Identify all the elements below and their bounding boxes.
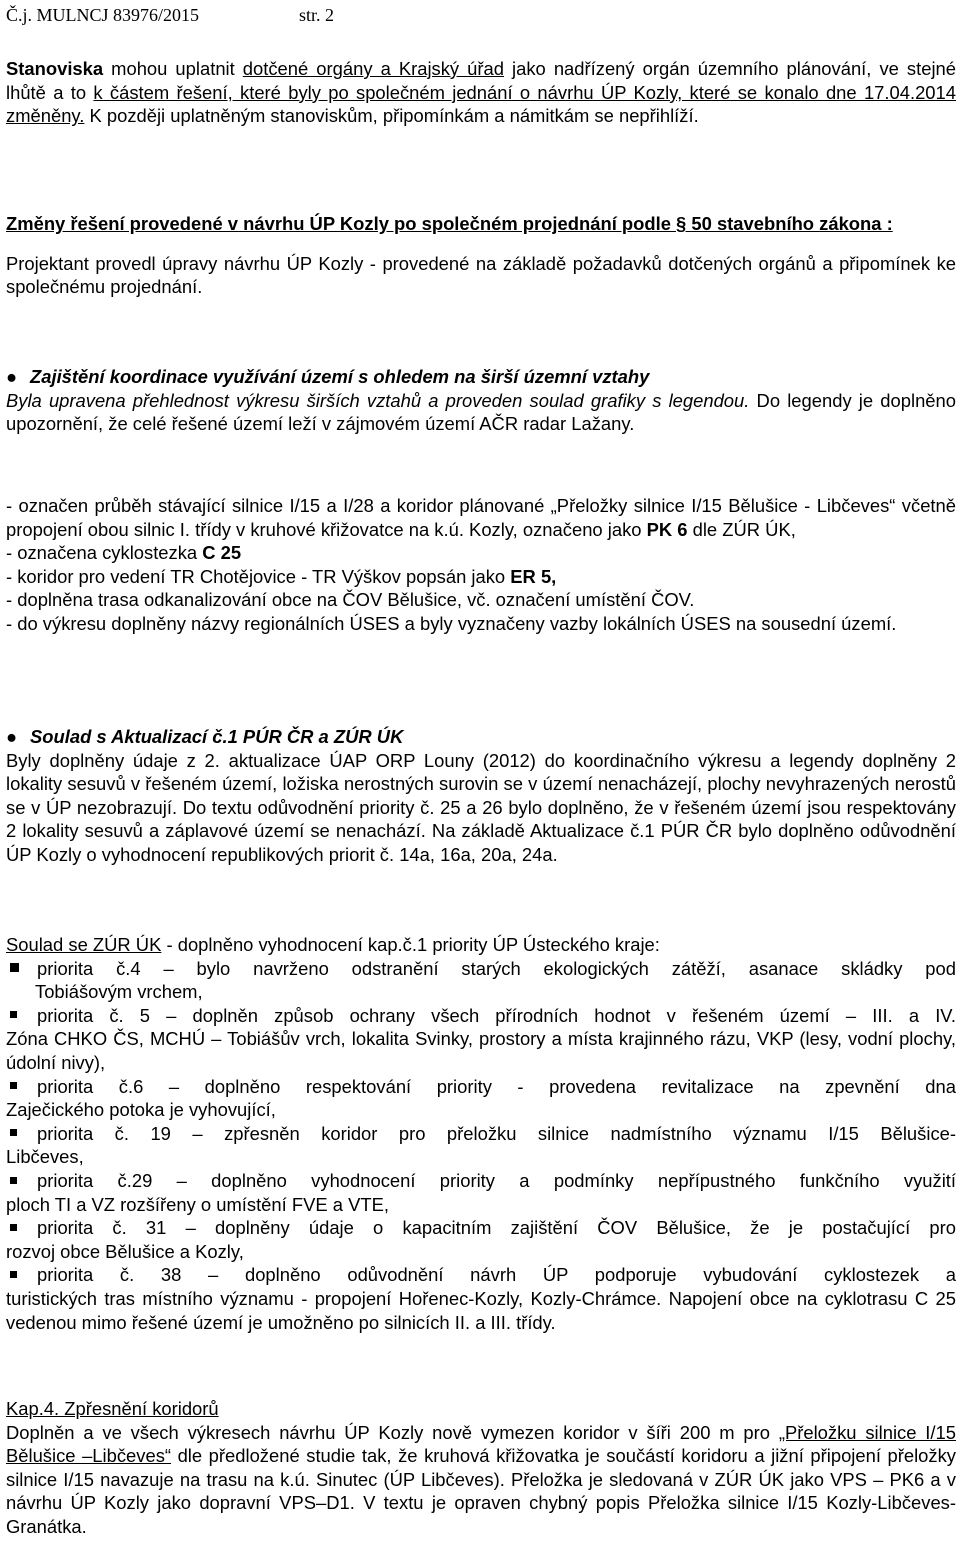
kap4-section: Kap.4. Zpřesnění koridorů Doplněn a ve všech výkresech návrhu ÚP Kozly nově vymezen koridor v šíři 200 m pro „Přeložku silnice I/15 Bělušice –Libčeves“ dle předložené studie tak, že kruhová křižovatka je součástí koridoru a jižní připojení přeložky silnice I/15 navazuje na trasu na k.ú. Sinutec (ÚP Libčeves). Přeložka je sledovaná v ZÚR ÚK jako VPS – PK6 a v návrhu ÚP Kozly jako dopravní VPS–D1. V textu je opraven chybný popis Přeložka silnice I/15 Kozly-Libčeves-Granátka.: [6, 1398, 956, 1537]
intro-paragraph: Stanoviska mohou uplatnit dotčené orgány a Krajský úřad jako nadřízený orgán územního plánování, ve stejné lhůtě a to k částem řešení, které byly po společném jednání o návrhu ÚP Kozly, které se konalo dne 17.04.2014 změněny. K později uplatněným stanoviskům, připomínkám a námitkám se nepřihlíží.: [6, 58, 956, 127]
items-list: [6, 494, 956, 636]
priority-item: [6, 1122, 956, 1169]
priority-item: [6, 957, 956, 1004]
square-bullet-icon: [10, 1177, 17, 1184]
priority-item: [6, 1216, 956, 1263]
priority-continuation: turistických tras místního významu - propojení Hořenec-Kozly, Kozly-Chrámce. Napojení obce na cyklotrasu C 25 vedenou mimo řešené území je umožněno po silnicích II. a III. třídy.: [6, 1287, 956, 1333]
priority-continuation: rozvoj obce Bělušice a Kozly,: [6, 1240, 244, 1262]
priority-text: priorita č. 31 – doplněny údaje o kapacitním zajištění ČOV Bělušice, že je postačující pro: [37, 1217, 956, 1239]
priority-text: priorita č.29 – doplněno vyhodnocení priority a podmínky nepřípustného funkčního využití: [37, 1169, 956, 1191]
priority-continuation: Libčeves,: [6, 1146, 84, 1168]
priority-text: priorita č. 5 – doplněn způsob ochrany všech přírodních hodnot v řešeném území – III. a IV.: [37, 1004, 956, 1026]
coordination-section: ● Zajištění koordinace využívání území s ohledem na širší územní vztahy Byla upravena přehlednost výkresu širších vztahů a proveden soulad grafiky s legendou. Do legendy je doplněno upozornění, že celé řešené území leží v zájmovém území AČR radar Lažany.: [6, 366, 956, 435]
priority-item: [6, 1004, 956, 1075]
changes-heading: Změny řešení provedené v návrhu ÚP Kozly po společném projednání podle § 50 stavebního zákona :: [6, 213, 893, 234]
priority-text: priorita č. 38 – doplněno odůvodnění návrh ÚP podporuje vybudování cyklostezek a: [37, 1264, 956, 1286]
reference-number: Č.j. MULNCJ 83976/2015: [6, 5, 200, 25]
list-item: - koridor pro vedení TR Chotějovice - TR Výškov popsán jako ER 5,: [6, 565, 557, 587]
intro-underlined-organs: dotčené orgány a Krajský úřad: [242, 58, 504, 79]
soulad-text: Byly doplněny údaje z 2. aktualizace ÚAP ORP Louny (2012) do koordinačního výkresu a legendy doplněny 2 lokality sesuvů v řešeném území, ložiska nerostných surovin se v území nenacházejí, plochy nevyhrazených nerostů se v ÚP nezobrazují. Do textu odůvodnění priority č. 25 a 26 bylo doplněno, že v řešeném území jsou respektovány 2 lokality sesuvů a záplavové území se nenachází. Na základě Aktualizace č.1 PÚR ČR bylo doplněno odůvodnění ÚP Kozly o vyhodnocení republikových priorit č. 14a, 16a, 20a, 24a.: [6, 749, 956, 865]
priority-text: priorita č.4 – bylo navrženo odstranění starých ekologických zátěží, asanace skládky pod: [37, 957, 956, 979]
square-bullet-icon: [10, 1271, 17, 1278]
priority-text: priorita č. 19 – zpřesněn koridor pro přeložku silnice nadmístního významu I/15 Bělušice-: [37, 1122, 956, 1144]
kap4-heading: Kap.4. Zpřesnění koridorů: [6, 1398, 219, 1419]
square-bullet-icon: [10, 1129, 17, 1136]
priority-continuation: Tobiášovým vrchem,: [35, 981, 203, 1003]
bullet-icon: ●: [6, 726, 18, 747]
square-bullet-icon: [10, 1082, 17, 1089]
kap4-underlined: „Přeložku silnice I/15 Bělušice –Libčeves“: [6, 1421, 956, 1467]
page-number: str. 2: [299, 5, 335, 25]
bullet-icon: ●: [6, 366, 18, 387]
changes-intro: Projektant provedl úpravy návrhu ÚP Kozly - provedené na základě požadavků dotčených orgánů a připomínek ke společnému projednání.: [6, 252, 956, 298]
intro-underlined-scope: k částem řešení, které byly po společném jednání o návrhu ÚP Kozly, které se konalo dne 17.04.2014 změněny.: [6, 81, 956, 127]
square-bullet-icon: [10, 963, 19, 972]
priority-continuation: ploch TI a VZ rozšířeny o umístění FVE a VTE,: [6, 1193, 389, 1215]
square-bullet-icon: [10, 1224, 17, 1231]
priority-item: [6, 1169, 956, 1216]
list-item: - do výkresu doplněny názvy regionálních ÚSES a byly vyznačeny vazby lokálních ÚSES na sousední území.: [6, 612, 897, 634]
soulad-heading: Soulad s Aktualizací č.1 PÚR ČR a ZÚR ÚK: [30, 726, 404, 747]
intro-bold: Stanoviska: [6, 58, 104, 79]
priority-list: [6, 957, 956, 1335]
zur-heading: Soulad se ZÚR ÚK: [6, 934, 162, 955]
priority-continuation: Zóna CHKO ČS, MCHÚ – Tobiášův vrch, lokalita Svinky, prostory a místa krajinného rázu, VKP (lesy, vodní plochy, údolní nivy),: [6, 1028, 956, 1073]
square-bullet-icon: [10, 1011, 17, 1018]
zur-section: Soulad se ZÚR ÚK - doplněno vyhodnocení kap.č.1 priority ÚP Ústeckého kraje: priorita č.4 – bylo navrženo odstranění starých ekologických zátěží, asanace skládky pod Tobiášovým vrchem, priorita č. 5 – doplněn způsob ochrany všech přírodních hodnot v řešeném území – III. a IV. Zóna CHKO ČS, MCHÚ – Tobiášův vrch, lokalita Svinky, prostory a místa krajinného rázu, VKP (lesy, vodní plochy, údolní nivy), priorita č.6 – doplněno respektování priority - provedena revitalizace na zpevnění dna Zaječického potoka je vyhovující, priorita č. 19 – zpřesněn koridor pro přeložku silnice nadmístního významu I/15 Bělušice- Libčeves, priorita č.29 – doplněno vyhodnocení priority a podmínky nepřípustného funkčního využití ploch TI a VZ rozšířeny o umístění FVE a VTE, priorita č. 31 – doplněny údaje o kapacitním zajištění ČOV Bělušice, že je postačující pro rozvoj obce Bělušice a Kozly, priorita č. 38 – doplněno odůvodnění návrh ÚP podporuje vybudování cyklostezek a turistických tras místního významu - propojení Hořenec-Kozly, Kozly-Chrámce. Napojení obce na cyklotrasu C 25 vedenou mimo řešené území je umožněno po silnicích II. a III. třídy.: [6, 934, 956, 1333]
priority-item: [6, 1263, 956, 1334]
coordination-heading: Zajištění koordinace využívání území s ohledem na širší územní vztahy: [30, 366, 650, 387]
priority-item: [6, 1075, 956, 1122]
page-header: [6, 4, 946, 28]
soulad-section: [6, 725, 956, 867]
list-item: - označen průběh stávající silnice I/15 a I/28 a koridor plánované „Přeložky silnice I/15 Bělušice - Libčeves“ včetně propojení obou silnic I. třídy v kruhové křižovatce na k.ú. Kozly, označeno jako PK 6 dle ZÚR ÚK,: [6, 495, 956, 540]
priority-continuation: Zaječického potoka je vyhovující,: [6, 1099, 276, 1121]
changes-section: [6, 212, 956, 299]
list-item: - označena cyklostezka C 25: [6, 542, 242, 564]
priority-text: priorita č.6 – doplněno respektování priority - provedena revitalizace na zpevnění dna: [37, 1075, 956, 1097]
list-item: - doplněna trasa odkanalizování obce na ČOV Bělušice, vč. označení umístění ČOV.: [6, 589, 695, 611]
